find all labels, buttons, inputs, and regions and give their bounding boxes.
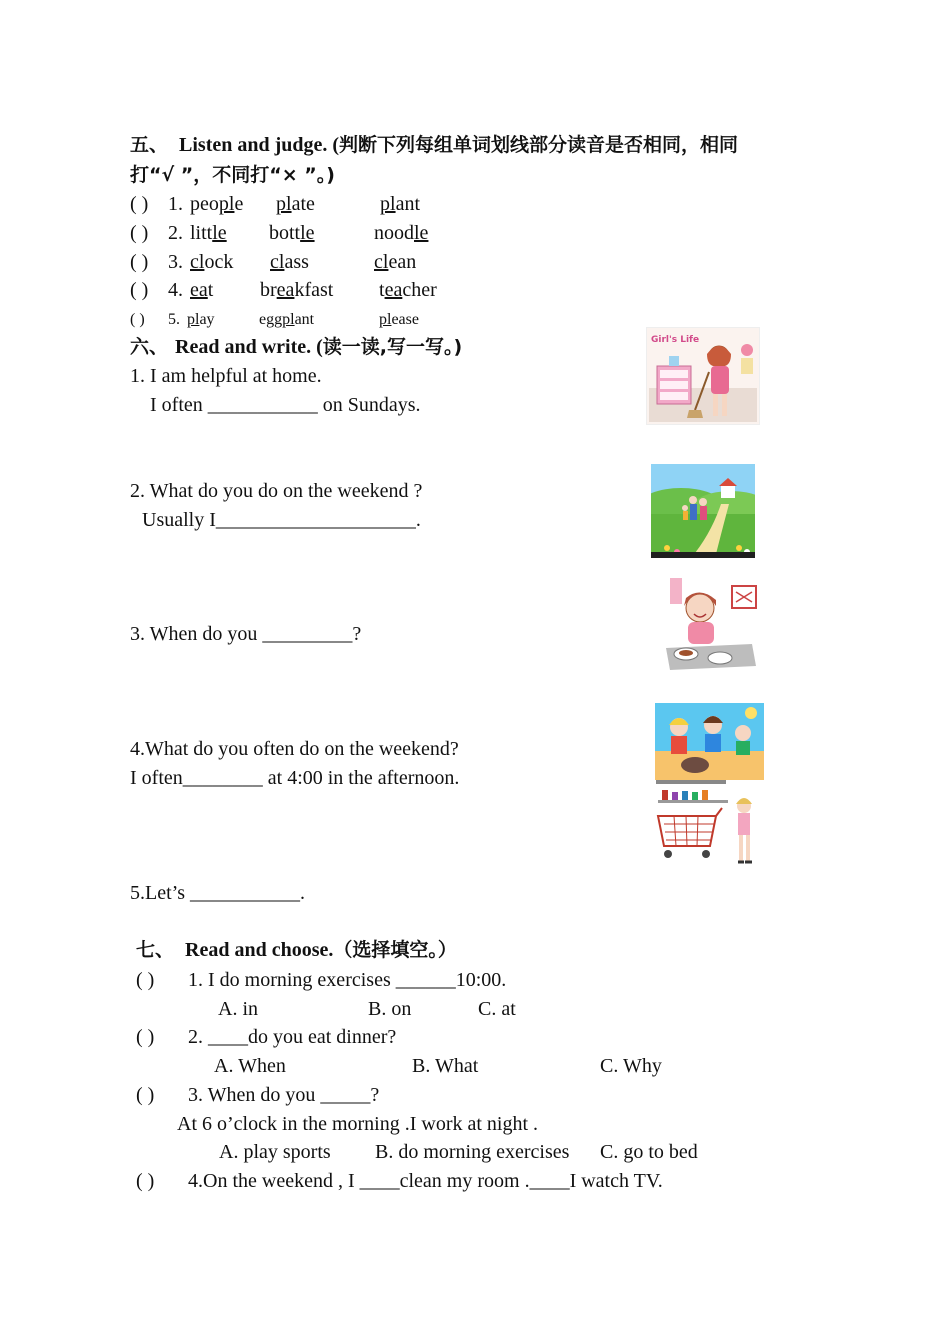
answer-paren[interactable]: ( ) (130, 193, 149, 215)
s7-q2-option-c: C. Why (600, 1055, 662, 1077)
s6-q5-line1: 5.Let’s ___________. (130, 882, 305, 904)
answer-paren[interactable]: ( ) (130, 311, 145, 328)
s7-q2-option-a: A. When (214, 1055, 286, 1077)
section5-heading-line2: 打“√ ”，不同打“× ”。) (130, 164, 335, 186)
s6-q4-line1: 4.What do you often do on the weekend? (130, 738, 459, 760)
answer-paren[interactable]: ( ) (136, 1170, 155, 1192)
s6-q1-line1: 1. I am helpful at home. (130, 365, 322, 387)
s7-q2-option-b: B. What (412, 1055, 479, 1077)
word-3: noodle (374, 222, 429, 244)
s7-question-2: 2. ____do you eat dinner? (188, 1026, 397, 1048)
girl-eating-illustration (660, 578, 760, 672)
section5-heading (130, 133, 738, 157)
s7-q3-option-a: A. play sports (219, 1141, 331, 1163)
word-1: little (190, 222, 227, 244)
family-walk-illustration (651, 464, 755, 558)
section5-title-en: Listen and judge. ( (179, 134, 340, 156)
s6-q1-line2: I often ___________ on Sundays. (150, 394, 421, 416)
section6-number: 六、 (130, 336, 169, 358)
answer-paren[interactable]: ( ) (130, 279, 149, 301)
section5-number: 五、 (130, 134, 169, 156)
section7-number: 七、 (136, 939, 175, 961)
section5-title-cn: 判断下列每组单词划线部分读音是否相同，相同 (339, 134, 739, 156)
section7-title-en: Read and choose. (185, 939, 334, 961)
s6-q3-line1: 3. When do you _________? (130, 623, 362, 645)
sweeping-girl-illustration (646, 327, 760, 425)
word-1: eat (190, 279, 214, 301)
word-2: bottle (269, 222, 315, 244)
word-1: play (187, 311, 215, 328)
word-1: people (190, 193, 244, 215)
s7-q3-option-b: B. do morning exercises (375, 1141, 570, 1163)
word-2: plate (276, 193, 315, 215)
s6-q4-line2: I often________ at 4:00 in the afternoon. (130, 767, 460, 789)
kids-playing-illustration (655, 703, 764, 781)
answer-paren[interactable]: ( ) (130, 251, 149, 273)
answer-paren[interactable]: ( ) (136, 969, 155, 991)
question-number: 1. (168, 193, 183, 215)
s7-question-3-context: At 6 o’clock in the morning .I work at night . (177, 1113, 539, 1135)
s7-q1-option-b: B. on (368, 998, 412, 1020)
word-2: eggplant (259, 311, 315, 328)
word-1: clock (190, 251, 234, 273)
question-number: 5. (168, 311, 180, 328)
question-number: 2. (168, 222, 183, 244)
section6-title-en: Read and write. ( (175, 336, 323, 358)
section6-title-cn: 读一读,写一写。) (322, 336, 463, 358)
s7-q1-option-a: A. in (218, 998, 258, 1020)
s7-q3-option-c: C. go to bed (600, 1141, 698, 1163)
s7-question-3: 3. When do you _____? (188, 1084, 380, 1106)
girls-life-logo-text: Girl's Life (651, 335, 700, 345)
section7-heading (136, 938, 457, 962)
s6-q2-line2: Usually I____________________. (142, 509, 421, 531)
s6-q2-line1: 2. What do you do on the weekend ? (130, 480, 423, 502)
question-number: 4. (168, 279, 183, 301)
word-2: breakfast (260, 279, 334, 301)
shopping-illustration (652, 780, 764, 868)
answer-paren[interactable]: ( ) (136, 1026, 155, 1048)
word-3: plant (380, 193, 420, 215)
s7-question-4: 4.On the weekend , I ____clean my room .____I watch TV. (188, 1170, 663, 1192)
answer-paren[interactable]: ( ) (130, 222, 149, 244)
word-3: teacher (379, 279, 437, 301)
word-2: class (270, 251, 309, 273)
word-3: clean (374, 251, 417, 273)
section6-heading (130, 335, 462, 359)
question-number: 3. (168, 251, 183, 273)
answer-paren[interactable]: ( ) (136, 1084, 155, 1106)
section7-title-cn: （选择填空。） (333, 939, 457, 961)
s7-q1-option-c: C. at (478, 998, 516, 1020)
s7-question-1: 1. I do morning exercises ______10:00. (188, 969, 507, 991)
word-3: please (379, 311, 419, 328)
